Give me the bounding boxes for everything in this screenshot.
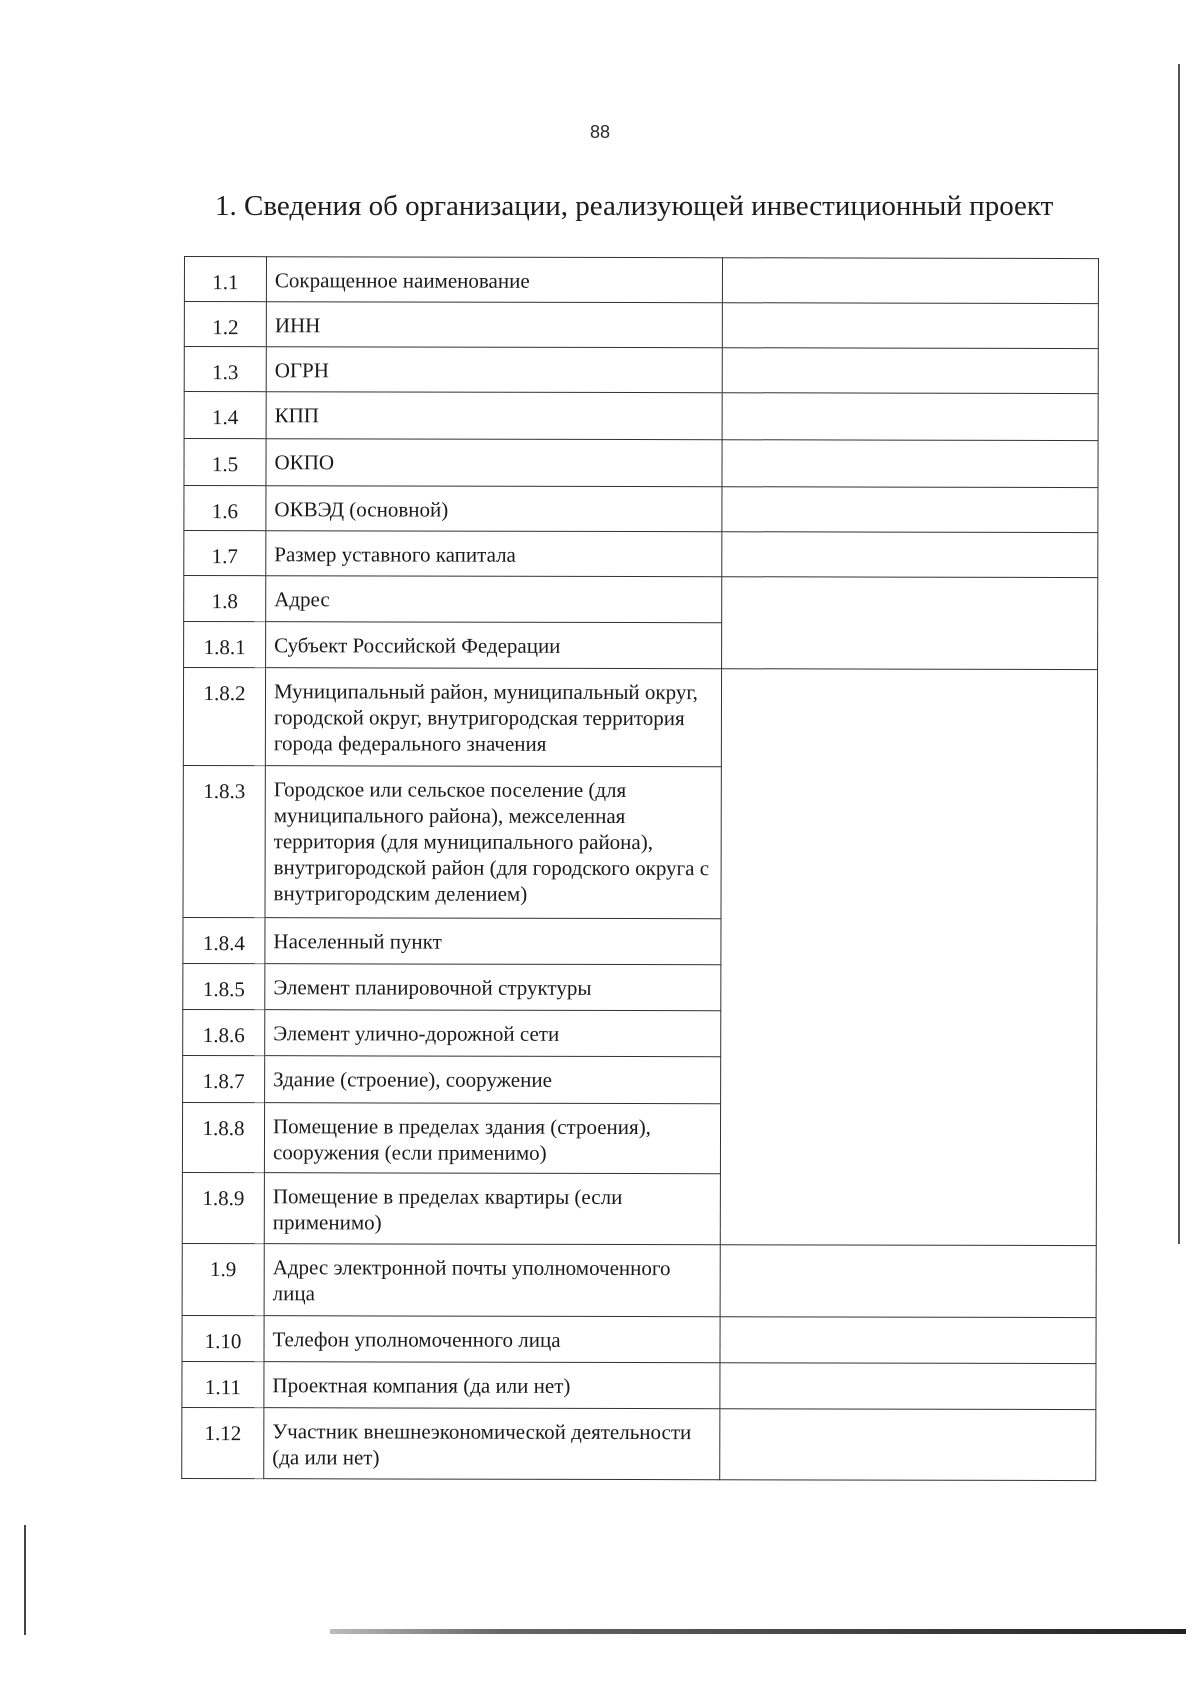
row-label: ОГРН bbox=[266, 347, 722, 393]
row-label: Субъект Российской Федерации bbox=[266, 622, 722, 669]
table-row bbox=[184, 392, 1098, 441]
row-value[interactable] bbox=[720, 1245, 1096, 1318]
table-row bbox=[184, 347, 1098, 394]
table-row bbox=[182, 1315, 1096, 1363]
page-number: 88 bbox=[589, 122, 611, 142]
row-label: ОКПО bbox=[266, 439, 722, 487]
table-row bbox=[184, 257, 1098, 304]
row-number: 1.8.7 bbox=[183, 1055, 265, 1102]
row-label: Телефон уполномоченного лица bbox=[264, 1316, 720, 1363]
row-label: Помещение в пределах квартиры (если применимо) bbox=[264, 1173, 720, 1245]
row-number: 1.8.4 bbox=[183, 917, 265, 963]
row-label: Городское или сельское поселение (для муниципального района), межселенная территория (для муниципального района), внутригородской район (для городского округа с внутригородским делением) bbox=[265, 766, 721, 919]
address-details-value[interactable] bbox=[720, 669, 1097, 1246]
row-value[interactable] bbox=[720, 1363, 1096, 1410]
scan-margin-line bbox=[1178, 64, 1180, 1244]
row-number: 1.8.8 bbox=[182, 1102, 264, 1172]
row-number: 1.8.5 bbox=[183, 963, 265, 1009]
row-number: 1.4 bbox=[184, 392, 266, 439]
row-number: 1.8.2 bbox=[183, 668, 265, 766]
row-value[interactable] bbox=[722, 440, 1098, 488]
row-value[interactable] bbox=[722, 348, 1098, 394]
table-row bbox=[184, 576, 1098, 624]
row-label: Элемент улично-дорожной сети bbox=[265, 1010, 721, 1057]
row-value[interactable] bbox=[720, 1317, 1096, 1364]
bottom-rule bbox=[330, 1629, 1186, 1634]
row-label: Здание (строение), сооружение bbox=[265, 1056, 721, 1104]
row-value[interactable] bbox=[722, 258, 1098, 304]
row-label: Адрес bbox=[266, 576, 722, 623]
row-number: 1.11 bbox=[182, 1361, 264, 1407]
scan-margin-line bbox=[24, 1525, 26, 1635]
row-label: Населенный пункт bbox=[265, 918, 721, 965]
table-row bbox=[183, 668, 1097, 768]
table-row bbox=[184, 486, 1098, 533]
row-value[interactable] bbox=[722, 532, 1098, 578]
row-label: Помещение в пределах здания (строения), сооружения (если применимо) bbox=[264, 1103, 720, 1174]
row-number: 1.10 bbox=[182, 1315, 264, 1361]
row-number: 1.8.6 bbox=[183, 1009, 265, 1055]
row-label: ИНН bbox=[266, 302, 722, 348]
row-number: 1.8.9 bbox=[182, 1172, 264, 1243]
row-label: Размер уставного капитала bbox=[266, 531, 722, 577]
row-number: 1.8 bbox=[184, 576, 266, 622]
table-row bbox=[182, 1361, 1096, 1409]
address-value[interactable] bbox=[722, 577, 1098, 670]
table-row bbox=[184, 439, 1098, 488]
row-number: 1.7 bbox=[184, 531, 266, 576]
row-label: Проектная компания (да или нет) bbox=[264, 1362, 720, 1409]
row-number: 1.12 bbox=[182, 1407, 264, 1478]
row-label: Муниципальный район, муниципальный округ, городской округ, внутригородская территория города федерального значения bbox=[265, 668, 721, 767]
section-title: 1. Сведения об организации, реализующей инвестиционный проект bbox=[215, 190, 1054, 222]
organization-info-table bbox=[181, 256, 1099, 1481]
row-label: КПП bbox=[266, 392, 722, 440]
table-row bbox=[182, 1407, 1096, 1480]
table-row bbox=[184, 302, 1098, 349]
row-number: 1.1 bbox=[184, 257, 266, 302]
row-number: 1.5 bbox=[184, 439, 266, 486]
row-number: 1.9 bbox=[182, 1243, 264, 1315]
row-number: 1.2 bbox=[184, 302, 266, 347]
row-value[interactable] bbox=[722, 487, 1098, 533]
row-number: 1.8.1 bbox=[184, 622, 266, 668]
row-label: Элемент планировочной структуры bbox=[265, 964, 721, 1011]
table-row bbox=[184, 531, 1098, 578]
row-value[interactable] bbox=[722, 303, 1098, 349]
table-row bbox=[182, 1243, 1096, 1317]
row-value[interactable] bbox=[720, 1409, 1096, 1481]
row-number: 1.8.3 bbox=[183, 765, 265, 917]
row-number: 1.3 bbox=[184, 347, 266, 392]
row-value[interactable] bbox=[722, 393, 1098, 441]
row-number: 1.6 bbox=[184, 486, 266, 531]
row-label: Сокращенное наименование bbox=[266, 257, 722, 303]
row-label: ОКВЭД (основной) bbox=[266, 486, 722, 532]
row-label: Участник внешнеэкономической деятельности (да или нет) bbox=[264, 1408, 720, 1480]
row-label: Адрес электронной почты уполномоченного лица bbox=[264, 1244, 720, 1317]
